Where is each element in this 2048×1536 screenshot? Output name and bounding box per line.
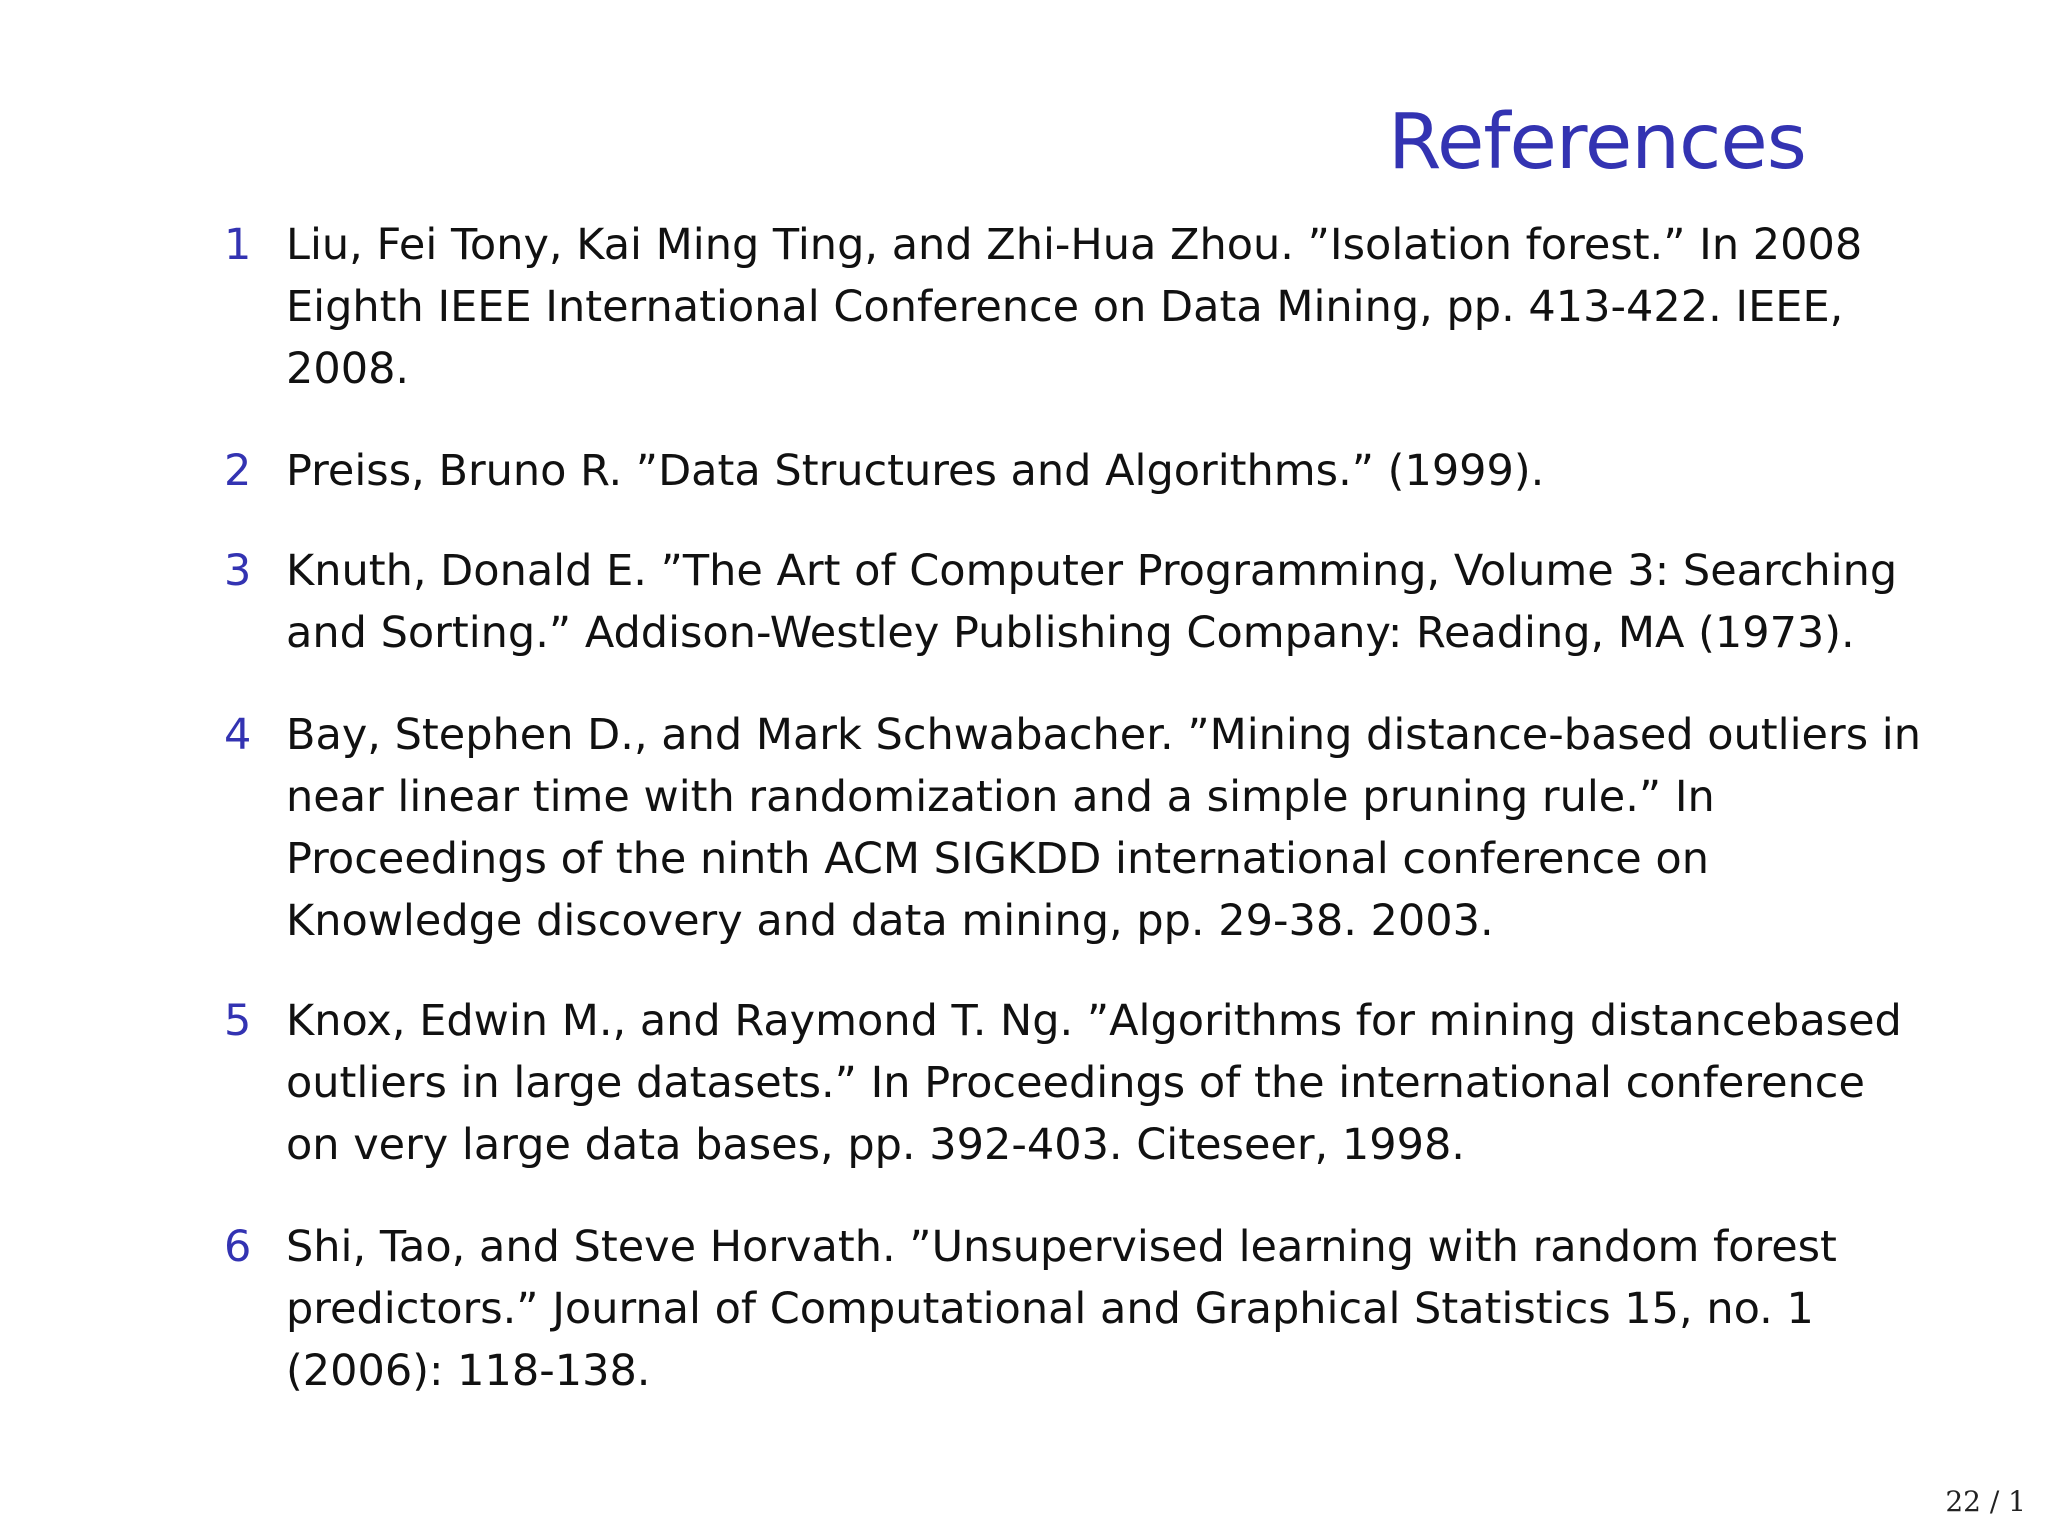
reference-text: Knox, Edwin M., and Raymond T. Ng. ”Algorithms for mining distancebased outliers in large datasets.” In Proceedings of the international conference on very large data bases, pp. 392-403. Citeseer, 1998. [286, 996, 1902, 1170]
reference-list [224, 214, 1924, 1402]
reference-item [224, 540, 1924, 664]
reference-item [224, 990, 1924, 1176]
reference-number: 1 [224, 220, 252, 270]
reference-number: 6 [224, 1222, 252, 1272]
reference-text: Preiss, Bruno R. ”Data Structures and Algorithms.” (1999). [286, 446, 1545, 496]
reference-item [224, 704, 1924, 952]
reference-number: 2 [224, 446, 252, 496]
slide-title: References [1388, 98, 1806, 187]
reference-text: Shi, Tao, and Steve Horvath. ”Unsupervised learning with random forest predictors.” Journal of Computational and Graphical Statistics 15, no. 1 (2006): 118-138. [286, 1222, 1837, 1396]
reference-item [224, 1216, 1924, 1402]
reference-number: 5 [224, 996, 252, 1046]
reference-number: 3 [224, 546, 252, 596]
reference-text: Liu, Fei Tony, Kai Ming Ting, and Zhi-Hua Zhou. ”Isolation forest.” In 2008 Eighth IEEE International Conference on Data Mining, pp. 413-422. IEEE, 2008. [286, 220, 1863, 394]
page-number: 22 / 1 [1945, 1485, 2026, 1518]
reference-item [224, 440, 1924, 502]
reference-number: 4 [224, 710, 252, 760]
reference-text: Knuth, Donald E. ”The Art of Computer Programming, Volume 3: Searching and Sorting.” Addison-Westley Publishing Company: Reading, MA (1973). [286, 546, 1898, 658]
reference-item [224, 214, 1924, 400]
reference-text: Bay, Stephen D., and Mark Schwabacher. ”Mining distance-based outliers in near linear time with randomization and a simple pruning rule.” In Proceedings of the ninth ACM SIGKDD international conference on Knowledge discovery and data mining, pp. 29-38. 2003. [286, 710, 1921, 946]
